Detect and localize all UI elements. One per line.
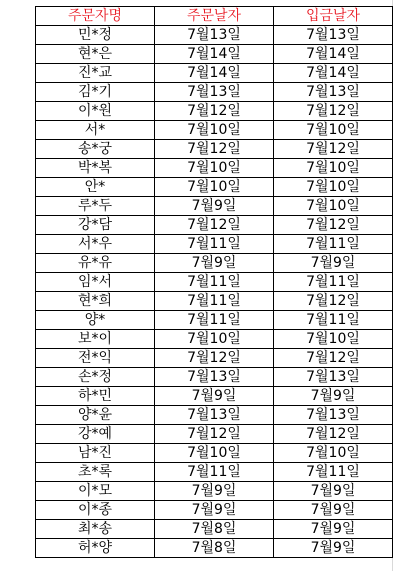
orderer-name-cell: 남*진	[36, 444, 155, 463]
header-order-date: 주문날자	[155, 7, 274, 26]
order-date-cell: 7월9일	[155, 197, 274, 216]
table-row	[36, 273, 393, 292]
orderer-name-cell: 김*기	[36, 83, 155, 102]
payment-date-cell: 7월10일	[274, 330, 393, 349]
payment-date-cell: 7월13일	[274, 83, 393, 102]
payment-date-cell: 7월13일	[274, 368, 393, 387]
order-date-cell: 7월8일	[155, 539, 274, 558]
payment-date-cell: 7월12일	[274, 140, 393, 159]
payment-date-cell: 7월12일	[274, 349, 393, 368]
payment-date-cell: 7월14일	[274, 64, 393, 83]
orderer-name-cell: 이*종	[36, 501, 155, 520]
table-row	[36, 235, 393, 254]
table-row	[36, 140, 393, 159]
order-date-cell: 7월10일	[155, 444, 274, 463]
order-payment-table	[35, 6, 393, 558]
payment-date-cell: 7월9일	[274, 520, 393, 539]
orderer-name-cell: 손*정	[36, 368, 155, 387]
payment-date-cell: 7월11일	[274, 311, 393, 330]
table-row	[36, 406, 393, 425]
orderer-name-cell: 보*이	[36, 330, 155, 349]
order-date-cell: 7월11일	[155, 311, 274, 330]
payment-date-cell: 7월12일	[274, 102, 393, 121]
orderer-name-cell: 안*	[36, 178, 155, 197]
table-row	[36, 349, 393, 368]
table-row	[36, 254, 393, 273]
payment-date-cell: 7월13일	[274, 406, 393, 425]
orderer-name-cell: 이*원	[36, 102, 155, 121]
orderer-name-cell: 강*담	[36, 216, 155, 235]
header-orderer-name: 주문자명	[36, 7, 155, 26]
orderer-name-cell: 현*은	[36, 45, 155, 64]
order-date-cell: 7월14일	[155, 64, 274, 83]
table-row	[36, 102, 393, 121]
order-date-cell: 7월11일	[155, 463, 274, 482]
order-date-cell: 7월13일	[155, 26, 274, 45]
table-row	[36, 64, 393, 83]
order-date-cell: 7월13일	[155, 406, 274, 425]
orderer-name-cell: 초*록	[36, 463, 155, 482]
header-row	[36, 7, 393, 26]
payment-date-cell: 7월11일	[274, 235, 393, 254]
payment-date-cell: 7월13일	[274, 26, 393, 45]
table-row	[36, 45, 393, 64]
payment-date-cell: 7월9일	[274, 539, 393, 558]
table-row	[36, 539, 393, 558]
order-date-cell: 7월9일	[155, 482, 274, 501]
orderer-name-cell: 양*윤	[36, 406, 155, 425]
order-date-cell: 7월10일	[155, 178, 274, 197]
orderer-name-cell: 허*양	[36, 539, 155, 558]
table-row	[36, 178, 393, 197]
orderer-name-cell: 현*희	[36, 292, 155, 311]
orderer-name-cell: 유*유	[36, 254, 155, 273]
order-date-cell: 7월11일	[155, 235, 274, 254]
order-date-cell: 7월12일	[155, 349, 274, 368]
payment-date-cell: 7월10일	[274, 444, 393, 463]
orderer-name-cell: 진*교	[36, 64, 155, 83]
orderer-name-cell: 박*복	[36, 159, 155, 178]
payment-date-cell: 7월12일	[274, 425, 393, 444]
orderer-name-cell: 전*익	[36, 349, 155, 368]
order-date-cell: 7월10일	[155, 159, 274, 178]
table-row	[36, 501, 393, 520]
orderer-name-cell: 임*서	[36, 273, 155, 292]
table-row	[36, 83, 393, 102]
payment-date-cell: 7월12일	[274, 216, 393, 235]
table-row	[36, 368, 393, 387]
table-row	[36, 26, 393, 45]
order-date-cell: 7월13일	[155, 83, 274, 102]
orderer-name-cell: 강*예	[36, 425, 155, 444]
orderer-name-cell: 서*우	[36, 235, 155, 254]
payment-date-cell: 7월10일	[274, 159, 393, 178]
orderer-name-cell: 하*민	[36, 387, 155, 406]
table-row	[36, 159, 393, 178]
table-row	[36, 520, 393, 539]
order-date-cell: 7월12일	[155, 102, 274, 121]
order-date-cell: 7월10일	[155, 330, 274, 349]
orderer-name-cell: 루*두	[36, 197, 155, 216]
table-row	[36, 121, 393, 140]
order-date-cell: 7월9일	[155, 254, 274, 273]
orderer-name-cell: 송*궁	[36, 140, 155, 159]
orderer-name-cell: 최*송	[36, 520, 155, 539]
order-date-cell: 7월13일	[155, 368, 274, 387]
table-row	[36, 330, 393, 349]
table-row	[36, 311, 393, 330]
order-date-cell: 7월12일	[155, 425, 274, 444]
table-row	[36, 463, 393, 482]
order-date-cell: 7월11일	[155, 273, 274, 292]
header-payment-date: 입금날자	[274, 7, 393, 26]
payment-date-cell: 7월9일	[274, 482, 393, 501]
table-row	[36, 197, 393, 216]
table-row	[36, 444, 393, 463]
table-row	[36, 292, 393, 311]
order-date-cell: 7월9일	[155, 387, 274, 406]
order-date-cell: 7월11일	[155, 292, 274, 311]
orderer-name-cell: 양*	[36, 311, 155, 330]
table-body	[36, 26, 393, 558]
payment-date-cell: 7월11일	[274, 273, 393, 292]
table-row	[36, 425, 393, 444]
payment-date-cell: 7월9일	[274, 501, 393, 520]
payment-date-cell: 7월10일	[274, 121, 393, 140]
payment-date-cell: 7월14일	[274, 45, 393, 64]
payment-date-cell: 7월10일	[274, 197, 393, 216]
order-date-cell: 7월14일	[155, 45, 274, 64]
order-date-cell: 7월12일	[155, 216, 274, 235]
order-date-cell: 7월10일	[155, 121, 274, 140]
order-date-cell: 7월8일	[155, 520, 274, 539]
order-date-cell: 7월12일	[155, 140, 274, 159]
payment-date-cell: 7월10일	[274, 178, 393, 197]
payment-date-cell: 7월11일	[274, 463, 393, 482]
orderer-name-cell: 서*	[36, 121, 155, 140]
table-row	[36, 387, 393, 406]
table-row	[36, 216, 393, 235]
order-date-cell: 7월9일	[155, 501, 274, 520]
payment-date-cell: 7월9일	[274, 254, 393, 273]
table-row	[36, 482, 393, 501]
orderer-name-cell: 민*정	[36, 26, 155, 45]
payment-date-cell: 7월12일	[274, 292, 393, 311]
orderer-name-cell: 이*모	[36, 482, 155, 501]
payment-date-cell: 7월9일	[274, 387, 393, 406]
